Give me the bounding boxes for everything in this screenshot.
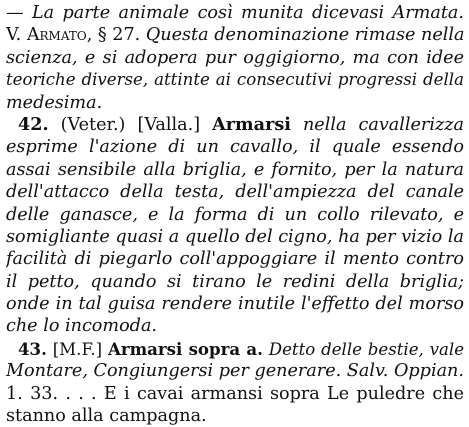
quotation: 1. 33. . . . E i cavai armansi sopra Le puledre che [6,383,464,404]
text-segment: onde in tal guisa rendere inutile l'effetto del morso [6,294,464,315]
text-line [6,69,464,91]
text-line [6,271,464,293]
text-line [6,293,464,315]
text-line [6,383,464,405]
text-segment: il petto, quando si tirano le redini della briglia; [6,271,464,292]
quotation: stanno alla campagna. [6,406,207,427]
text-segment: scienza, e si adopera pur oggigiorno, ma con idee [6,47,464,68]
text-line [6,315,464,337]
dictionary-page [6,2,464,427]
text-line [6,136,464,158]
text-line [6,405,464,427]
text-segment: Detto delle bestie, vale [262,339,464,359]
text-segment: somigliante quasi a quello del cigno, ha per vizio la [6,226,464,247]
text-segment: assai sensibile alla briglia, e fornito, per la natura [6,159,464,180]
entry-heading-line [6,338,464,360]
text-line [6,24,464,46]
text-segment: nella cavallerizza [290,114,464,135]
text-segment: Questa denominazione rimase nella [140,25,464,46]
usage-tag: (Veter.) [48,114,138,135]
text-segment: che lo incomoda. [6,316,158,337]
text-segment: dell'attacco della testa, dell'ampiezza del canale [6,182,464,203]
text-line [6,159,464,181]
text-segment: esprime l'azione di un cavallo, il quale essendo [6,137,464,158]
text-line [6,248,464,270]
cross-reference: V. Armato, § 27. [6,25,141,46]
text-line [6,181,464,203]
source-tag: [Valla.] [137,114,213,135]
headword: Armarsi sopra a. [107,338,263,359]
text-segment: delle ganasce, e la forma di un collo rilevato, e [6,204,464,225]
text-segment: — La parte animale così munita dicevasi Armata. [6,3,464,23]
text-segment: facilità di piegarlo coll'appoggiare il mento contro [6,249,464,270]
headword: Armarsi [212,113,291,135]
text-line [6,204,464,226]
text-line [6,226,464,248]
entry-heading-line [6,114,464,136]
entry-number: 43. [18,338,47,359]
text-segment: teoriche diverse, attinte ai consecutivi progressi della [6,70,464,90]
text-segment: medesima. [6,92,103,113]
text-line [6,47,464,69]
text-segment: Montare, Congiungersi per generare. Salv. Oppian. [6,361,464,382]
text-line [6,92,464,114]
text-line [6,2,464,24]
entry-number: 42. [18,113,49,135]
source-tag: [M.F.] [46,339,108,359]
text-line [6,360,464,382]
